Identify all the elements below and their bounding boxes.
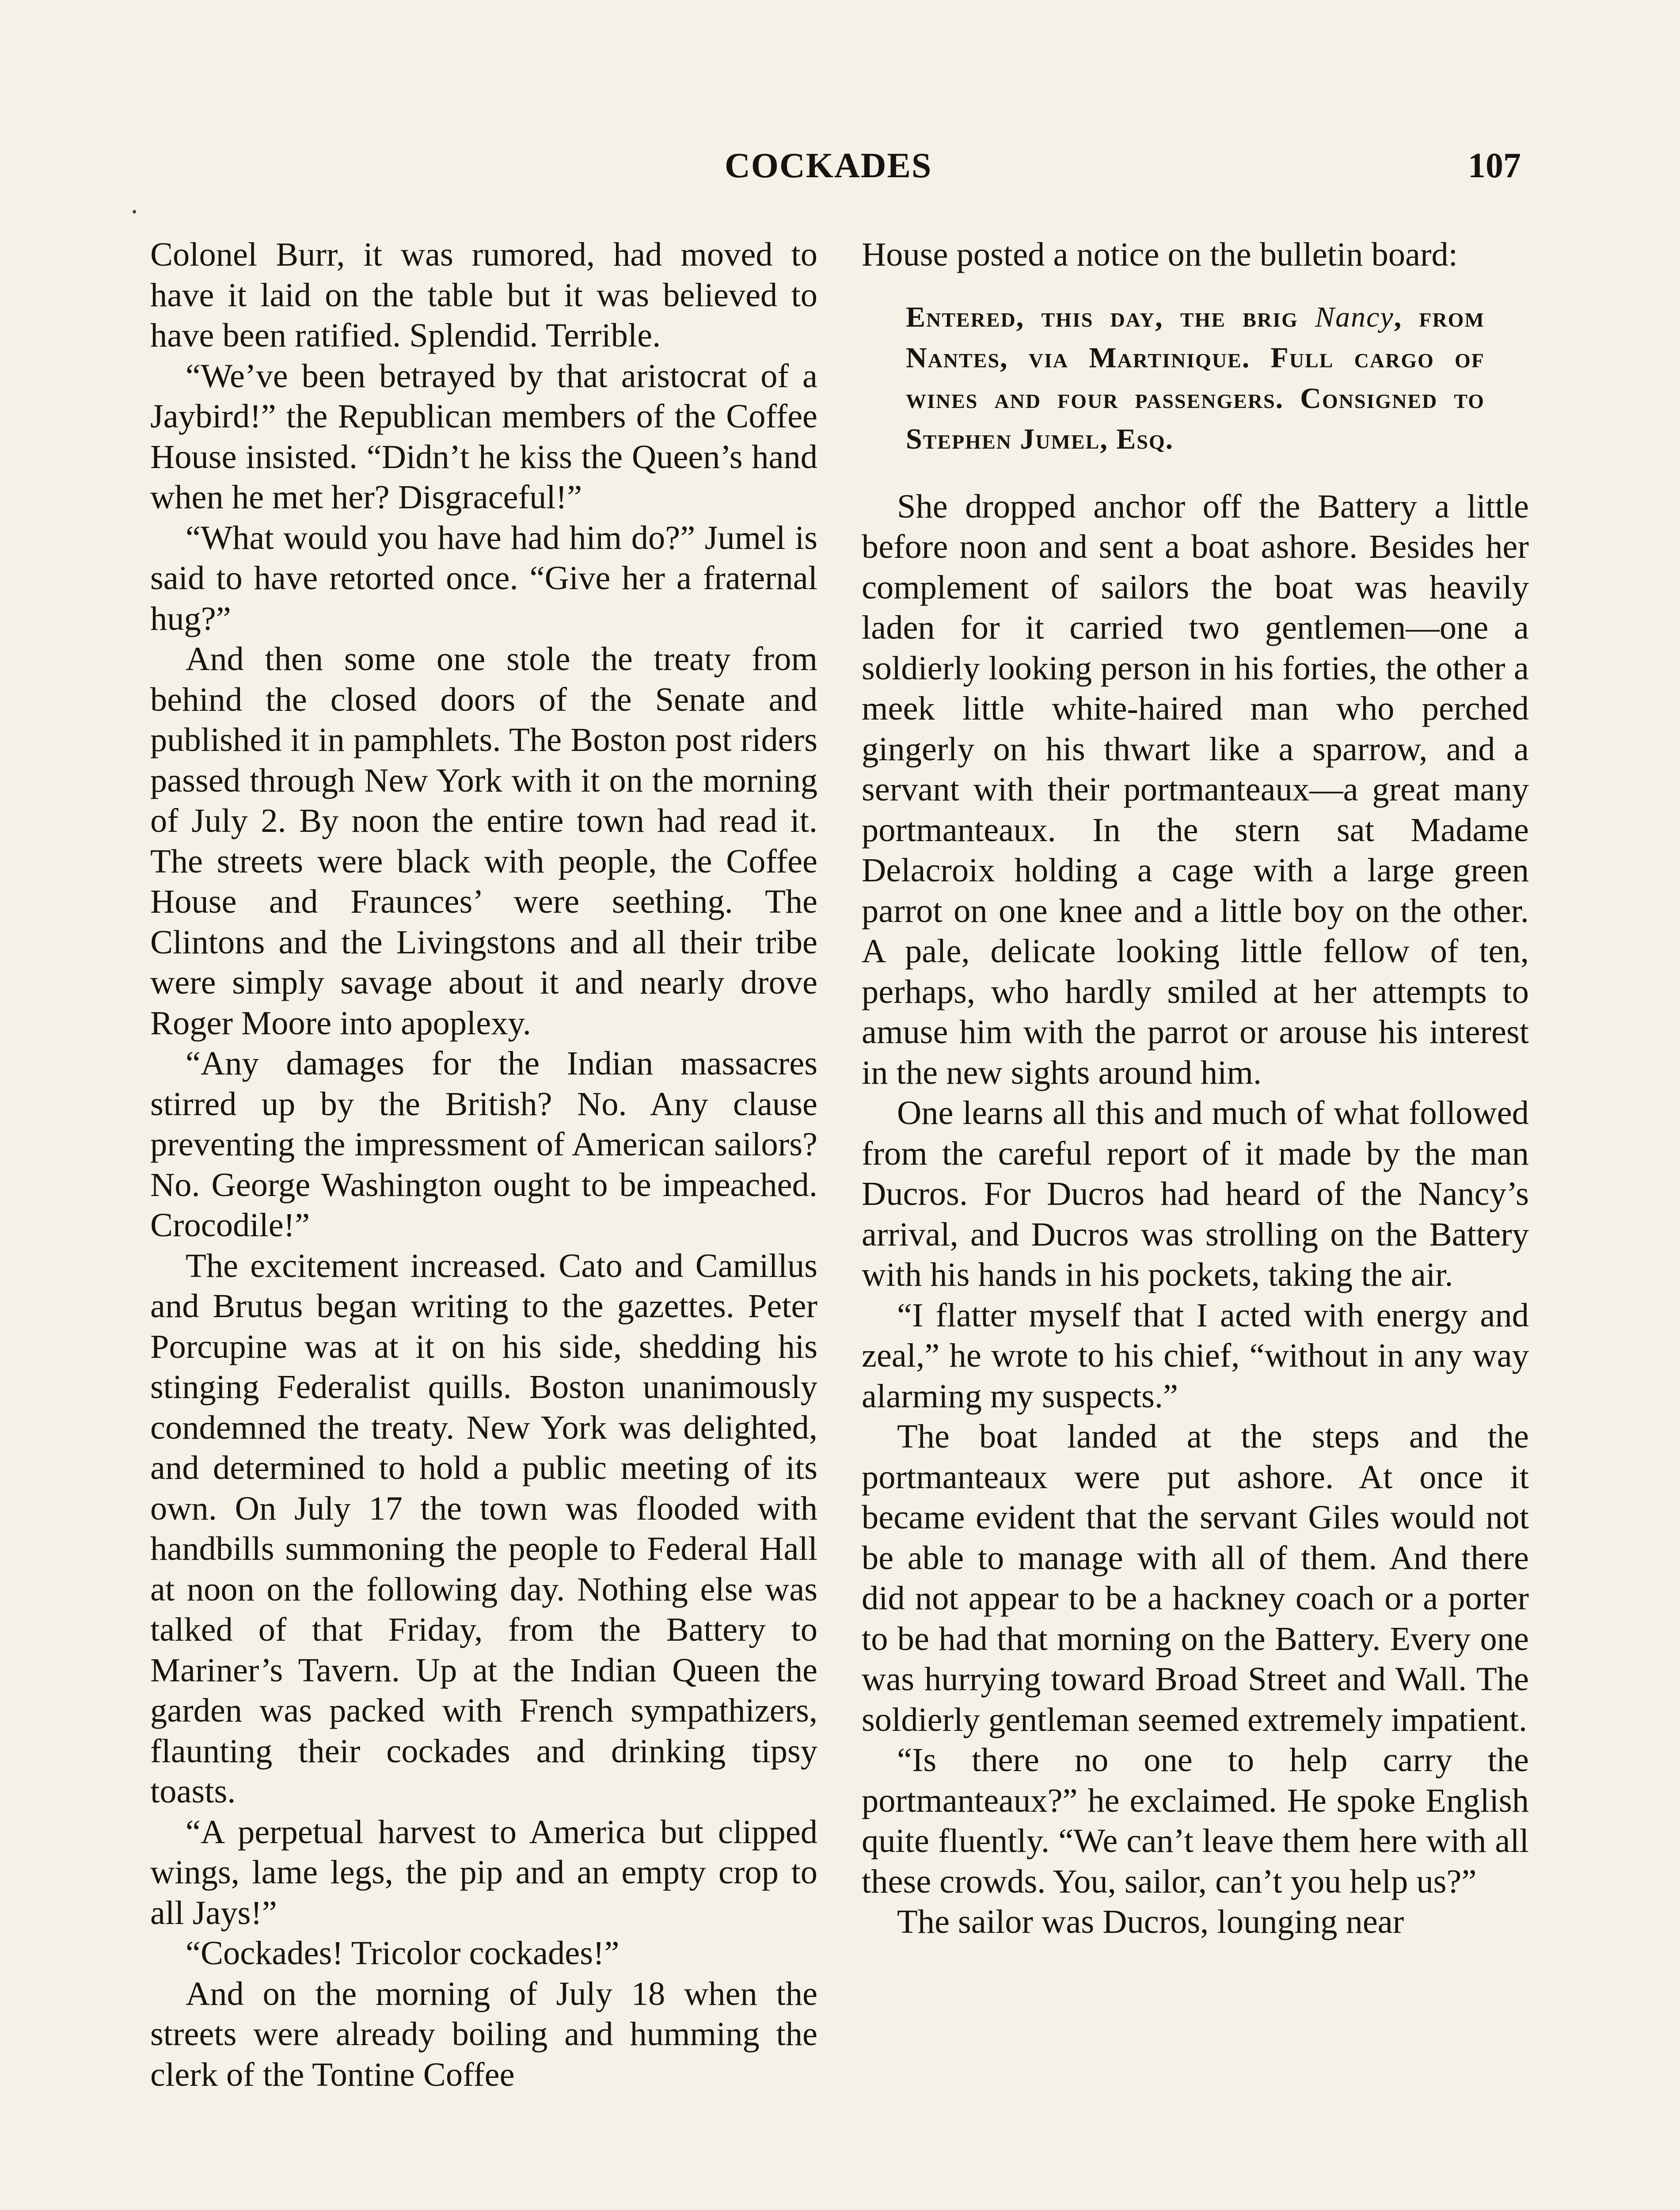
paragraph: The sailor was Ducros, lounging near <box>897 1903 1404 1940</box>
notice-text: Entered, this day, the brig <box>906 301 1298 333</box>
paragraph: And on the morning of July 18 when the streets were already boiling and humming the clerk of the Tontine Coffee <box>150 1974 817 2093</box>
paragraph: “A perpetual harvest to America but clipped wings, lame legs, the pip and an empty crop to all Jays!” <box>150 1813 817 1932</box>
bulletin-notice <box>862 297 1529 460</box>
paragraph: “What would you have had him do?” Jumel is said to have retorted once. “Give her a fraternal hug?” <box>150 518 817 637</box>
paragraph: “Any damages for the Indian massacres stirred up by the British? No. Any clause preventing the impressment of American sailors? No. George Washington ought to be impeached. Crocodile!” <box>150 1044 817 1244</box>
paragraph: She dropped anchor off the Battery a little before noon and sent a boat ashore. Besides her complement of sailors the boat was heavily laden for it carried two gentlemen—one a soldierly looking person in his forties, the other a meek little white-haired man who perched gingerly on his thwart like a sparrow, and a servant with their portmanteaux—a great many portmanteaux. In the stern sat Madame Delacroix holding a cage with a large green parrot on one knee and a little boy on the other. A pale, delicate looking little fellow of ten, perhaps, who hardly smiled at her attempts to amuse him with the parrot or arouse his interest in the new sights around him. <box>862 487 1529 1091</box>
left-column <box>150 234 817 2095</box>
paragraph: “Is there no one to help carry the portmanteaux?” he exclaimed. He spoke English quite fluently. “We can’t leave them here with all these crowds. You, sailor, can’t you help us?” <box>862 1741 1529 1900</box>
paragraph: And then some one stole the treaty from behind the closed doors of the Senate and published it in pamphlets. The Boston post riders passed through New York with it on the morning of July 2. By noon the entire town had read it. The streets were black with people, the Coffee House and Fraunces’ were seething. The Clintons and the Livingstons and all their tribe were simply savage about it and nearly drove Roger Moore into apoplexy. <box>150 640 817 1042</box>
stray-mark <box>133 210 136 213</box>
paragraph: House posted a notice on the bulletin board: <box>862 236 1458 273</box>
paragraph: “I flatter myself that I acted with energy and zeal,” he wrote to his chief, “without in any way alarming my suspects.” <box>862 1296 1529 1415</box>
paragraph: One learns all this and much of what followed from the careful report of it made by the man Ducros. For Ducros had heard of the Nancy’s arrival, and Ducros was strolling on the Battery with his hands in his pockets, taking the air. <box>862 1094 1529 1293</box>
notice-text: , from Nantes, via Martinique. Full cargo of wines and four passengers. Consigned to Stephen Jumel, Esq. <box>906 301 1485 455</box>
page-number: 107 <box>1468 146 1521 185</box>
running-head: COCKADES <box>725 146 932 185</box>
paragraph: The excitement increased. Cato and Camillus and Brutus began writing to the gazettes. Peter Porcupine was at it on his side, shedding his stinging Federalist quills. Boston unanimously condemned the treaty. New York was delighted, and determined to hold a public meeting of its own. On July 17 the town was flooded with handbills summoning the people to Federal Hall at noon on the following day. Nothing else was talked of that Friday, from the Battery to Mariner’s Tavern. Up at the Indian Queen the garden was packed with French sympathizers, flaunting their cockades and drinking tipsy toasts. <box>150 1246 817 1810</box>
paragraph: The boat landed at the steps and the portmanteaux were put ashore. At once it became evident that the servant Giles would not be able to manage with all of them. And there did not appear to be a hackney coach or a porter to be had that morning on the Battery. Every one was hurrying toward Broad Street and Wall. The soldierly gentleman seemed extremely impatient. <box>862 1417 1529 1738</box>
paragraph: “We’ve been betrayed by that aristocrat of a Jaybird!” the Republican members of the Coffee House insisted. “Didn’t he kiss the Queen’s hand when he met her? Disgraceful!” <box>150 357 817 516</box>
paragraph: Colonel Burr, it was rumored, had moved to have it laid on the table but it was believed to have been ratified. Splendid. Terrible. <box>150 236 817 354</box>
page-header <box>0 146 1680 194</box>
paragraph: “Cockades! Tricolor cockades!” <box>186 1934 620 1972</box>
ship-name: Nancy <box>1315 301 1394 333</box>
right-column <box>862 234 1529 1942</box>
